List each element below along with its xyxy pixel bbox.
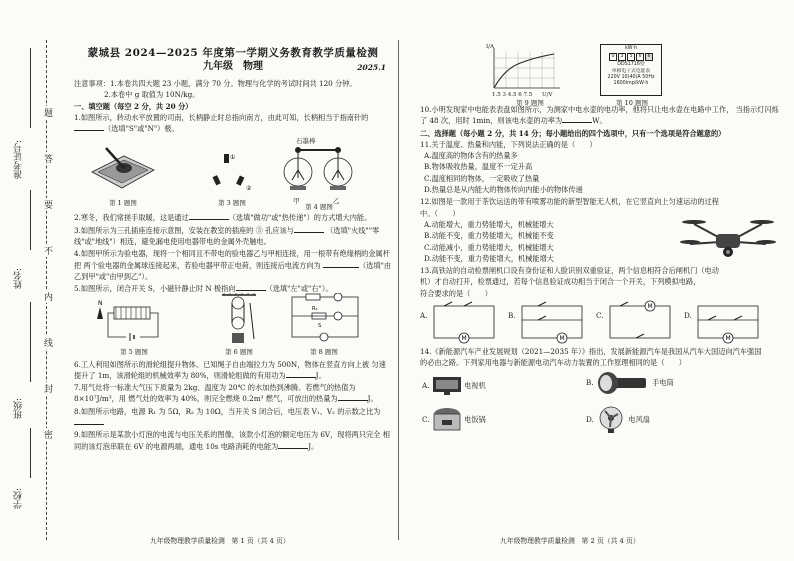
q4-text-b: 两个验电器的金属球连接起来，若验电器甲带正电荷，则连接后电流方向为	[83, 260, 321, 270]
question-1	[74, 112, 392, 135]
q7-text-b: 燃气灶的效率为 40%，则完全燃烧 0.2m³ 燃气，可放出的热量为	[128, 394, 338, 404]
circuit-figure	[286, 293, 366, 347]
q14-option-d[interactable]	[586, 406, 650, 434]
fig4-caption: 第 4 题图	[305, 203, 333, 212]
svg-text:S: S	[318, 322, 322, 329]
meter-type: 单相电子式电能表	[611, 68, 651, 74]
seal-char: 内	[42, 292, 52, 301]
q14-option-b-label: B.	[586, 377, 594, 387]
svg-text:N: N	[98, 299, 103, 307]
q14-option-c-name: 电饭锅	[464, 414, 486, 424]
q13-text-c: 符合要求的是（ ）	[420, 288, 492, 298]
question-12	[420, 196, 780, 264]
graphite-rod-label: 石墨棒	[296, 137, 316, 146]
meter-digits	[601, 53, 661, 61]
question-8	[74, 406, 392, 429]
q11-option-b[interactable]: B.物体吸收热量，温度不一定升高	[424, 162, 533, 172]
q13-option-c-label[interactable]: C.	[596, 311, 604, 321]
q4-answer-blank[interactable]	[323, 260, 359, 268]
svg-text:①: ①	[230, 154, 236, 162]
q12-option-a[interactable]: A.动能增大，重力势能增大，机械能增大	[424, 219, 554, 229]
iv-graph-figure	[484, 44, 564, 94]
q7-text-c: J。	[367, 394, 378, 404]
seal-char: 答	[42, 154, 52, 163]
right-figures-row	[420, 44, 780, 107]
q11-option-d[interactable]: D.热量总是从内能大的物体传向内能小的物体传递	[424, 185, 583, 195]
q9-text: 9.如图所示是某款小灯泡的电流与电压关系的图像，该款小灯泡的额定电压为 6V，现将两只完全	[74, 430, 381, 440]
svg-text:R₂: R₂	[312, 305, 318, 312]
q12-option-d[interactable]: D.动能不变，重力势能增大，机械能增大	[424, 253, 554, 263]
q4-text: 4.如图甲所示为验电器，现将一个相同且不带电的验电器乙与甲相连接，用一根带有绝缘柄的金属杆把	[74, 249, 390, 270]
svg-text:M: M	[647, 303, 653, 311]
q3-answer-blank[interactable]	[294, 225, 324, 233]
figures-row-2	[74, 297, 392, 357]
q3-text-b: （选填"火线""零线"或"地线"）相连，避免漏电使用电器带电的金属外壳触电。	[74, 225, 380, 247]
question-13	[420, 265, 780, 299]
meter-digit: 6	[645, 53, 653, 61]
fig6-caption: 第 6 题图	[225, 347, 253, 356]
pulley-figure	[216, 293, 262, 347]
q14-option-b-name: 手电筒	[652, 377, 674, 387]
section-2-heading: 二、选择题（每小题 2 分，共 14 分；每小题给出的四个选项中，只有一个选项是符合题意的）	[420, 128, 726, 138]
q2-text: 2.寒冬，我们常搓手取暖，这是通过	[74, 213, 189, 223]
q14-option-c[interactable]	[422, 406, 486, 434]
solenoid-figure	[94, 297, 174, 345]
flashlight-icon	[596, 370, 650, 396]
section-1-heading: 一、填空题（每空 2 分，共 20 分）	[74, 101, 193, 111]
q13-circuit-b[interactable]	[518, 300, 586, 344]
svg-text:M: M	[559, 335, 565, 343]
bind-line	[30, 48, 31, 128]
question-7	[74, 382, 392, 405]
q10-answer-blank[interactable]	[562, 115, 592, 123]
subject-label: 九年级 物理	[203, 61, 263, 72]
drone-figure	[680, 212, 776, 266]
q10-text: 10.小明发现家中电能表表盘如图所示，为测家中电水壶的电功率，他将只让电水壶在电路中工作，	[420, 105, 734, 114]
iv-graph-xlabel: U/V	[542, 92, 553, 98]
fig10-caption: 第 10 题图	[616, 99, 648, 107]
class-label: 班级:	[14, 398, 24, 420]
seal-char: 题	[42, 108, 52, 117]
svg-text:M: M	[461, 335, 467, 343]
q13-option-d-label[interactable]: D.	[684, 311, 692, 321]
q14-text-b: 的必由之路。下列家用电器与新能源电动汽车动力装置的工作原理相同的是（ ）	[420, 358, 686, 368]
q7-text: 7.用气灶将一标准大气压下质量为 2kg、温度为 20℃ 的水加热到沸腾。若燃气的热值为 8×10⁷J/m³，用	[74, 383, 356, 404]
q8-text: 8.如图所示电路，电源 R₁ 为 5Ω，R₂ 为 10Ω，当开关 S 闭合后，电压表 V₁、V₂ 的示数之比为	[74, 406, 381, 416]
meter-digit: 6	[636, 53, 644, 61]
question-9	[74, 429, 392, 452]
q14-option-b[interactable]	[586, 370, 674, 396]
q6-text-b: 匀速提升了 1m，该滑轮组的机械效率为 80%，则滑轮组做的有用功为	[74, 359, 386, 380]
q14-option-d-label: D.	[586, 414, 594, 424]
question-10	[420, 104, 780, 127]
meter-spec-2: 1600imp/kW·h	[613, 81, 649, 87]
footer-page-2: 九年级物理教学质量检测 第 2 页（共 4 页）	[500, 537, 640, 545]
q13-text: 13.高铁站的自动检票闸机口设有身份证和人脸识别双重验证，两个信息相符合后闸机门（电动	[420, 266, 719, 276]
q14-option-c-label: C.	[422, 414, 430, 424]
q12-option-b[interactable]: B.动能不变，重力势能增大，机械能不变	[424, 231, 554, 241]
fig5-caption: 第 5 题图	[120, 347, 148, 356]
compass-spoon-figure	[88, 138, 158, 194]
meter-digit: 5	[627, 53, 635, 61]
fig4-label-jia: 甲	[293, 197, 300, 206]
q14-text: 14.《新能源汽车产业发展规划（2021—2035 年）》指出，发展新能源汽车是我国从汽车大国迈向汽车强国	[420, 347, 762, 357]
bind-line	[30, 302, 31, 382]
q12-text: 12.如图是一款用于茶饮运送的带有喷雾功能的新型智能无人机，在它竖直向上匀速运动的过程	[420, 197, 719, 207]
q10-text-c: W。	[592, 116, 607, 126]
q13-circuit-c[interactable]	[606, 300, 674, 344]
q13-circuit-a[interactable]	[430, 300, 498, 344]
q3-text: 3.如图所示为三孔插座连接示意图，安装在教室的插座的 ③ 孔应该与	[74, 225, 294, 235]
svg-text:M: M	[725, 335, 731, 343]
q11-text: 11.关于温度、热量和内能，下列说法正确的是（ ）	[420, 139, 597, 149]
electroscope-figure	[278, 144, 358, 196]
meter-digit: 3	[618, 53, 626, 61]
q14-option-a-name: 电视机	[464, 380, 486, 390]
q6-text: 6.工人利用如图所示的滑轮组提升物体。已知绳子自由端拉力为 500N，物体在竖直方向上被	[74, 359, 370, 369]
q6-text-c: J。	[315, 370, 326, 380]
q12-text-b: 中。（ ）	[420, 208, 460, 218]
fig1-caption: 第 1 题图	[109, 199, 137, 208]
electric-fan-icon	[596, 406, 626, 434]
q9-text-c: J。	[308, 441, 319, 451]
q12-option-c[interactable]: C.动能减小，重力势能增大，机械能增大	[424, 242, 554, 252]
q14-option-d-name: 电风扇	[628, 414, 650, 424]
question-6	[74, 359, 392, 382]
seal-char: 要	[42, 200, 52, 209]
question-11	[420, 139, 780, 195]
notes-line-1: 注意事项：1.本卷共四大题 23 小题，满分 70 分。物理与化学的考试时间共 120 分钟。	[74, 79, 357, 88]
question-3	[74, 225, 392, 248]
fig8-caption: 第 8 题图	[310, 347, 338, 356]
question-2	[74, 212, 392, 223]
name-label: 姓名:	[14, 268, 24, 290]
q5-text-b: （选填"左"或"右"）。	[265, 284, 333, 294]
seal-char: 不	[42, 246, 52, 255]
meter-unit: kW·h	[624, 46, 638, 51]
footer-page-1: 九年级物理教学质量检测 第 1 页（共 4 页）	[150, 537, 290, 545]
q11-option-c[interactable]: C.温度相同的物体，一定吸收了热量	[424, 173, 540, 183]
iv-graph-xticks: 1.5 3 4.5 6 7.5	[492, 92, 533, 98]
exam-title: 蒙城县 2024—2025 年度第一学期义务教育教学质量检测	[87, 47, 379, 59]
tv-icon	[432, 376, 462, 396]
q5-answer-blank[interactable]	[236, 283, 266, 291]
q8-answer-blank[interactable]	[74, 417, 104, 425]
seal-char: 封	[42, 384, 52, 393]
q13-option-a-label[interactable]: A.	[420, 311, 428, 321]
fig9-caption: 第 9 题图	[516, 99, 544, 107]
seal-char: 密	[42, 430, 52, 439]
q14-option-a[interactable]	[422, 376, 486, 396]
q1-answer-blank[interactable]	[74, 123, 104, 131]
school-label: 学校:	[14, 488, 24, 510]
svg-text:②: ②	[246, 185, 252, 193]
q1-text: 1.如图所示，转动水平放置的司南，长柄静止时总指向南方，由此可知，长柄相当于指南针的	[74, 112, 369, 122]
rice-cooker-icon	[432, 406, 462, 434]
meter-spec-1: 220V 10(40)A 50Hz	[607, 74, 655, 80]
q9-answer-blank[interactable]	[278, 441, 308, 449]
right-column	[420, 46, 780, 536]
q13-circuit-d[interactable]	[694, 300, 762, 344]
seal-char: 线	[42, 338, 52, 347]
binding-margin	[0, 40, 68, 540]
meter-digit: 0	[609, 53, 617, 61]
q7-answer-blank[interactable]	[338, 393, 368, 401]
fig3-caption: 第 3 题图	[218, 199, 246, 208]
q1-text-b: （选填"S"或"N"）极。	[104, 124, 179, 134]
exam-number-label: 准考证号:	[14, 140, 24, 180]
q11-option-a[interactable]: A.温度高的物体含有的热量多	[424, 151, 518, 161]
q2-answer-blank[interactable]	[189, 212, 229, 220]
bind-line	[30, 428, 31, 478]
column-divider	[398, 40, 399, 540]
bind-line	[30, 190, 31, 250]
figures-row-1	[74, 136, 392, 210]
q9-text-b: 相同的该灯泡串联在 6V 的电源两端，通电 10s 电路消耗的电能为	[74, 430, 390, 451]
q10-text-b: 当指示灯闪烁了 48 次，用时 1min，则该电水壶的功率为	[420, 105, 779, 126]
left-column	[74, 46, 392, 536]
fig4-label-yi: 乙	[333, 197, 340, 206]
notes-line-2: 2.本卷中 g 取值为 10N/kg。	[104, 90, 200, 100]
question-4	[74, 248, 392, 282]
socket-figure	[210, 150, 254, 194]
q2-text-b: （选填"做功"或"热传递"）的方式增大内能。	[228, 213, 372, 223]
exam-date: 2025.1	[357, 63, 386, 72]
q14-appliance-options	[420, 370, 780, 438]
meter-model: DDS1716型	[617, 62, 645, 68]
q13-option-b-label[interactable]: B.	[508, 311, 516, 321]
q6-answer-blank[interactable]	[286, 370, 316, 378]
q5-text: 5.如图所示，闭合开关 S，小磁针静止时 N 极指向	[74, 284, 236, 294]
iv-graph-ylabel: I/A	[486, 44, 494, 50]
energy-meter	[600, 44, 662, 96]
question-14	[420, 346, 780, 369]
exam-subtitle	[74, 60, 392, 74]
q4-text-c: （选填"由乙到甲"或"由甲到乙"）。	[74, 260, 392, 281]
q14-option-a-label: A.	[422, 380, 430, 390]
q13-text-b: 机）才自动打开，检票通过，若每个信息验证成功相当于闭合一个开关，下列模拟电路，	[420, 277, 701, 287]
q13-circuit-options	[420, 300, 780, 346]
